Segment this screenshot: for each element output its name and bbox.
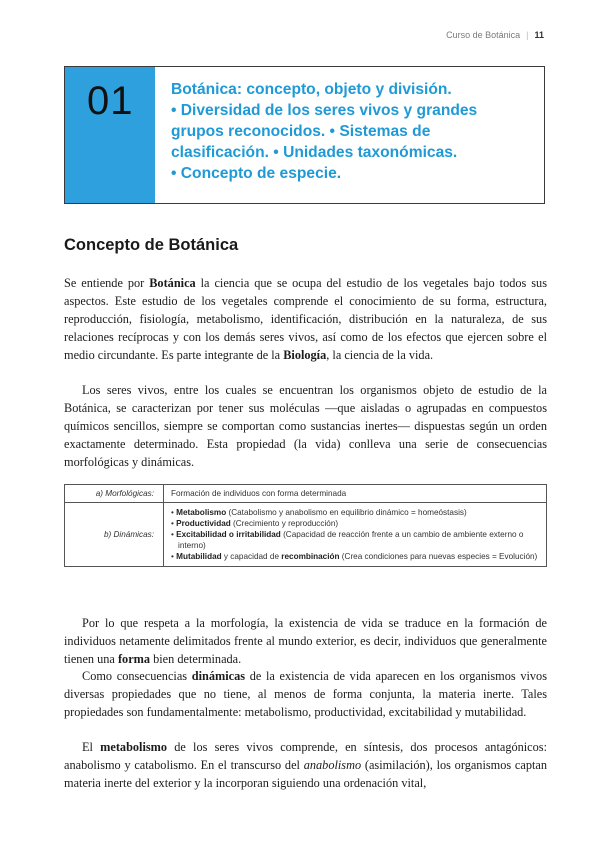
chapter-number: 01 [87,79,134,123]
properties-table [64,484,547,567]
list-item: • Productividad (Crecimiento y reproducción) [171,518,539,529]
list-item: • Metabolismo (Catabolismo y anabolismo en equilibrio dinámico = homeóstasis) [171,507,539,518]
header-separator: | [526,30,529,40]
table-cell: Formación de individuos con forma determinada [164,485,547,503]
chapter-topic-line: grupos reconocidos. • Sistemas de [171,123,431,140]
chapter-topic-line: • Concepto de especie. [171,165,342,182]
chapter-topic-line: Botánica: concepto, objeto y división. [171,81,452,98]
table-row [65,503,547,567]
list-item: • Excitabilidad o irritabilidad (Capacidad de reacción frente a un cambio de ambiente externo o interno) [171,529,539,551]
table-row [65,485,547,503]
term-forma: forma [117,652,151,666]
table-row-label: b) Dinámicas: [65,503,164,567]
term-biologia: Biología [283,348,327,362]
table-row-label: a) Morfológicas: [65,485,164,503]
paragraph-dynamics: Como consecuencias dinámicas de la existencia de vida aparecen en los organismos vivos diversas propiedades que no tiene, al menos de forma conjunta, la materia inerte. Tales propiedades son fundamentalmente: metabolismo, productividad, excitabilidad y mutabilidad. [64,669,547,719]
chapter-topic-line: • Diversidad de los seres vivos y grandes [171,102,478,119]
chapter-topics [155,67,489,203]
page-number: 11 [534,30,544,40]
term-dinamicas: dinámicas [191,669,246,683]
paragraph-morphology: Por lo que respeta a la morfología, la existencia de vida se traduce en la formación de individuos netamente delimitados frente al mundo exterior, es decir, individuos que generalmente tienen una forma bien determinada. [64,616,547,666]
running-title: Curso de Botánica [446,30,521,40]
section-title: Concepto de Botánica [64,236,239,254]
chapter-number-panel [65,67,155,203]
chapter-box [64,66,545,204]
term-metabolismo: metabolismo [100,740,168,754]
paragraph-living-beings: Los seres vivos, entre los cuales se encuentran los organismos objeto de estudio de la Botánica, se caracterizan por tener sus moléculas —que aisladas o agrupadas en compuestos químicos sencillos, siempre se comportan como sustancias inertes— dispuestas según un orden exactamente determinado. Esta propiedad (la vida) conlleva una serie de consecuencias morfológicas y dinámicas. [64,383,547,469]
list-item: • Mutabilidad y capacidad de recombinación (Crea condiciones para nuevas especies = Evolución) [171,551,539,562]
term-botanica: Botánica [149,276,196,290]
chapter-topic-line: clasificación. • Unidades taxonómicas. [171,144,458,161]
table-cell [164,503,547,567]
term-anabolismo: anabolismo [303,758,362,772]
paragraph-definition: Se entiende por Botánica la ciencia que se ocupa del estudio de los vegetales bajo todos sus aspectos. Este estudio de los vegetales comprende el conocimiento de su forma, estructura, reproducción, fisiología, metabolismo, identificación, distribución en la naturaleza, de sus relaciones recíprocas y con los demás seres vivos, así como de los efectos que ejercen sobre el medio circundante. Es parte integrante de la Biología, la ciencia de la vida. [64,276,547,362]
running-header [446,30,544,40]
paragraph-metabolism: El metabolismo de los seres vivos comprende, en síntesis, dos procesos antagónicos: anabolismo y catabolismo. En el transcurso del anabolismo (asimilación), los organismos captan materia inerte del exterior y la incorporan siguiendo una ordenación vital, [64,740,547,790]
